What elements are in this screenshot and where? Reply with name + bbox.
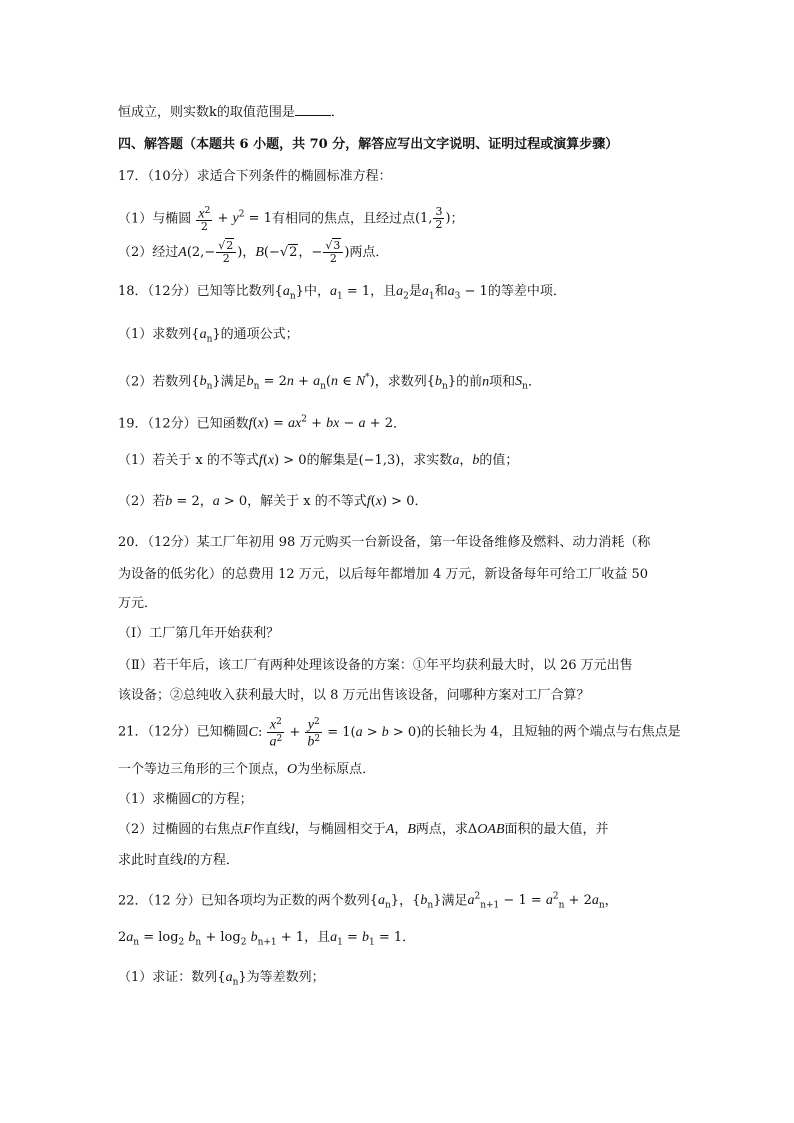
formula: C	[191, 792, 201, 807]
formula: $\{b_n\}$	[412, 893, 442, 911]
formula: A	[385, 822, 395, 837]
formula: $a^2_{n+1} - 1 = a^2_n + 2a_n$	[467, 892, 605, 911]
text-line: 万元．	[118, 596, 158, 611]
q21-part2: （2）过椭圆的右焦点F作直线l，与椭圆相交于A，B两点，求ΔOAB面积的最大值，并	[118, 822, 609, 837]
text-line: 该设备；②总纯收入获利最大时，以 8 万元出售该设备，问哪种方案对工厂合算？	[118, 688, 590, 703]
question-19: 19．（12分）已知函数$f(x) = ax^2$ + bx − a + 2．	[118, 415, 406, 432]
formula: (−1,3)	[358, 453, 401, 468]
formula: + $y^2 = 1$	[213, 210, 272, 227]
section-heading: 四、解答题（本题共 6 小题，共 70 分，解答应写出文字说明、证明过程或演算步骤）	[118, 137, 619, 152]
question-22: 22．（12 分）已知各项均为正数的两个数列$\{a_n\}$，$\{b_n\}$满足$a^2_{n+1} - 1 = a^2_n + 2a_n$，	[118, 892, 618, 911]
q20-part2: （Ⅱ）若干年后，该工厂有两种处理该设备的方案：①年平均获利最大时，以 26 万元出售	[118, 658, 633, 673]
formula: (1, $\frac{3}{2}$ )	[414, 205, 451, 232]
formula: b = 2	[165, 494, 200, 509]
formula: $\{b_n\}$	[426, 374, 457, 392]
q19-part1: （1）若关于 x 的不等式f(x) > 0的解集是(−1,3)，求实数a，b的值；	[118, 453, 519, 468]
formula: $a_3 - 1$	[447, 284, 488, 302]
text-line: $2a_n = \log_2 b_n + \log_2 b_{n+1} + 1$，且$a_1 = b_1 = 1$．	[118, 930, 416, 948]
formula: $b_n = 2n + a_n(n$ ∈ N*)	[246, 373, 375, 392]
formula: $a_1 = b_1 = 1$	[330, 930, 403, 948]
question-20: 20．（12分）某工厂年初用 98 万元购买一台新设备，第一年设备维修及燃料、动力消耗（称	[118, 535, 651, 550]
formula: $f(x) = ax^2$ + bx − a + 2	[248, 415, 393, 432]
text-line: 一个等边三角形的三个顶点，O为坐标原点．	[118, 762, 376, 777]
formula: $\{a_n\}$	[217, 970, 247, 988]
formula: B	[407, 822, 416, 837]
question-17: 17．（10分）求适合下列条件的椭圆标准方程：	[118, 169, 392, 184]
q18-part2: （2）若数列$\{b_n\}$满足$b_n = 2n + a_n(n$ ∈ N*)，求数列$\{b_n\}$的前n项和$S_n$．	[118, 373, 541, 392]
q20-part1: （Ⅰ）工厂第几年开始获利？	[118, 626, 280, 641]
formula: O	[287, 762, 298, 777]
formula: l	[290, 822, 295, 837]
formula: $S_n$	[515, 374, 528, 392]
answer-blank	[295, 103, 331, 116]
text-line: 求此时直线l的方程．	[118, 853, 239, 868]
formula: n	[482, 374, 490, 390]
formula: a	[452, 453, 460, 468]
formula: A(2,− $\frac{√2}{2}$ )，B(−√2，− $\frac{√3}{2}$ )	[178, 239, 350, 265]
formula: C: $\frac{x^2}{a^2}$ + $\frac{y^2}{b^2}$ = 1(a > b > 0)	[248, 717, 422, 750]
formula: $\frac{x^2}{2}$	[198, 205, 211, 234]
formula: b	[472, 453, 480, 468]
q21-part1: （1）求椭圆C的方程；	[118, 792, 253, 807]
formula: $a_2$	[396, 284, 409, 302]
formula: a > 0	[212, 494, 248, 509]
formula: l	[183, 853, 187, 868]
q18-part1: （1）求数列$\{a_n\}$的通项公式；	[118, 327, 299, 345]
formula: $2a_n = \log_2 b_n + \log_2 b_{n+1} + 1$	[118, 930, 305, 948]
formula: $\{a_n\}$	[369, 893, 400, 911]
formula: F	[243, 822, 252, 837]
question-18: 18．（12分）已知等比数列$\{a_n\}$中，$a_1 = 1$，且$a_2$是$a_1$和$a_3 - 1$的等差中项．	[118, 284, 566, 302]
question-21: 21．（12分）已知椭圆C: $\frac{x^2}{a^2}$ + $\frac{y^2}{b^2}$ = 1(a > b > 0)的长轴长为 4，且短轴的两个端点与右焦点是	[118, 717, 681, 750]
formula: ΔOAB	[467, 822, 505, 837]
q17-part1: （1）与椭圆 $\frac{x^2}{2}$ + $y^2 = 1$有相同的焦点，且经过点(1, $\frac{3}{2}$ )；	[118, 205, 464, 234]
formula: $\{a_n\}$	[191, 327, 221, 345]
formula: f(x) > 0	[366, 494, 415, 509]
text-line: 为设备的低劣化）的总费用 12 万元，以后每年都增加 4 万元，新设备每年可给工厂收益 50	[118, 567, 649, 582]
q19-part2: （2）若b = 2，a > 0，解关于 x 的不等式f(x) > 0．	[118, 494, 428, 509]
formula: f(x) > 0	[258, 453, 307, 468]
formula: $a_1 = 1$	[329, 284, 371, 302]
text-line: 恒成立，则实数k的取值范围是 ．	[118, 105, 344, 120]
q17-part2: （2）经过A(2,− $\frac{√2}{2}$ )，B(−√2，− $\frac{√3}{2}$ )两点．	[118, 239, 389, 265]
formula: $\{b_n\}$	[191, 374, 221, 392]
formula: $\{a_n\}$	[274, 284, 304, 302]
formula: $a_1$	[421, 284, 435, 302]
q22-part1: （1）求证：数列$\{a_n\}$为等差数列；	[118, 970, 325, 988]
